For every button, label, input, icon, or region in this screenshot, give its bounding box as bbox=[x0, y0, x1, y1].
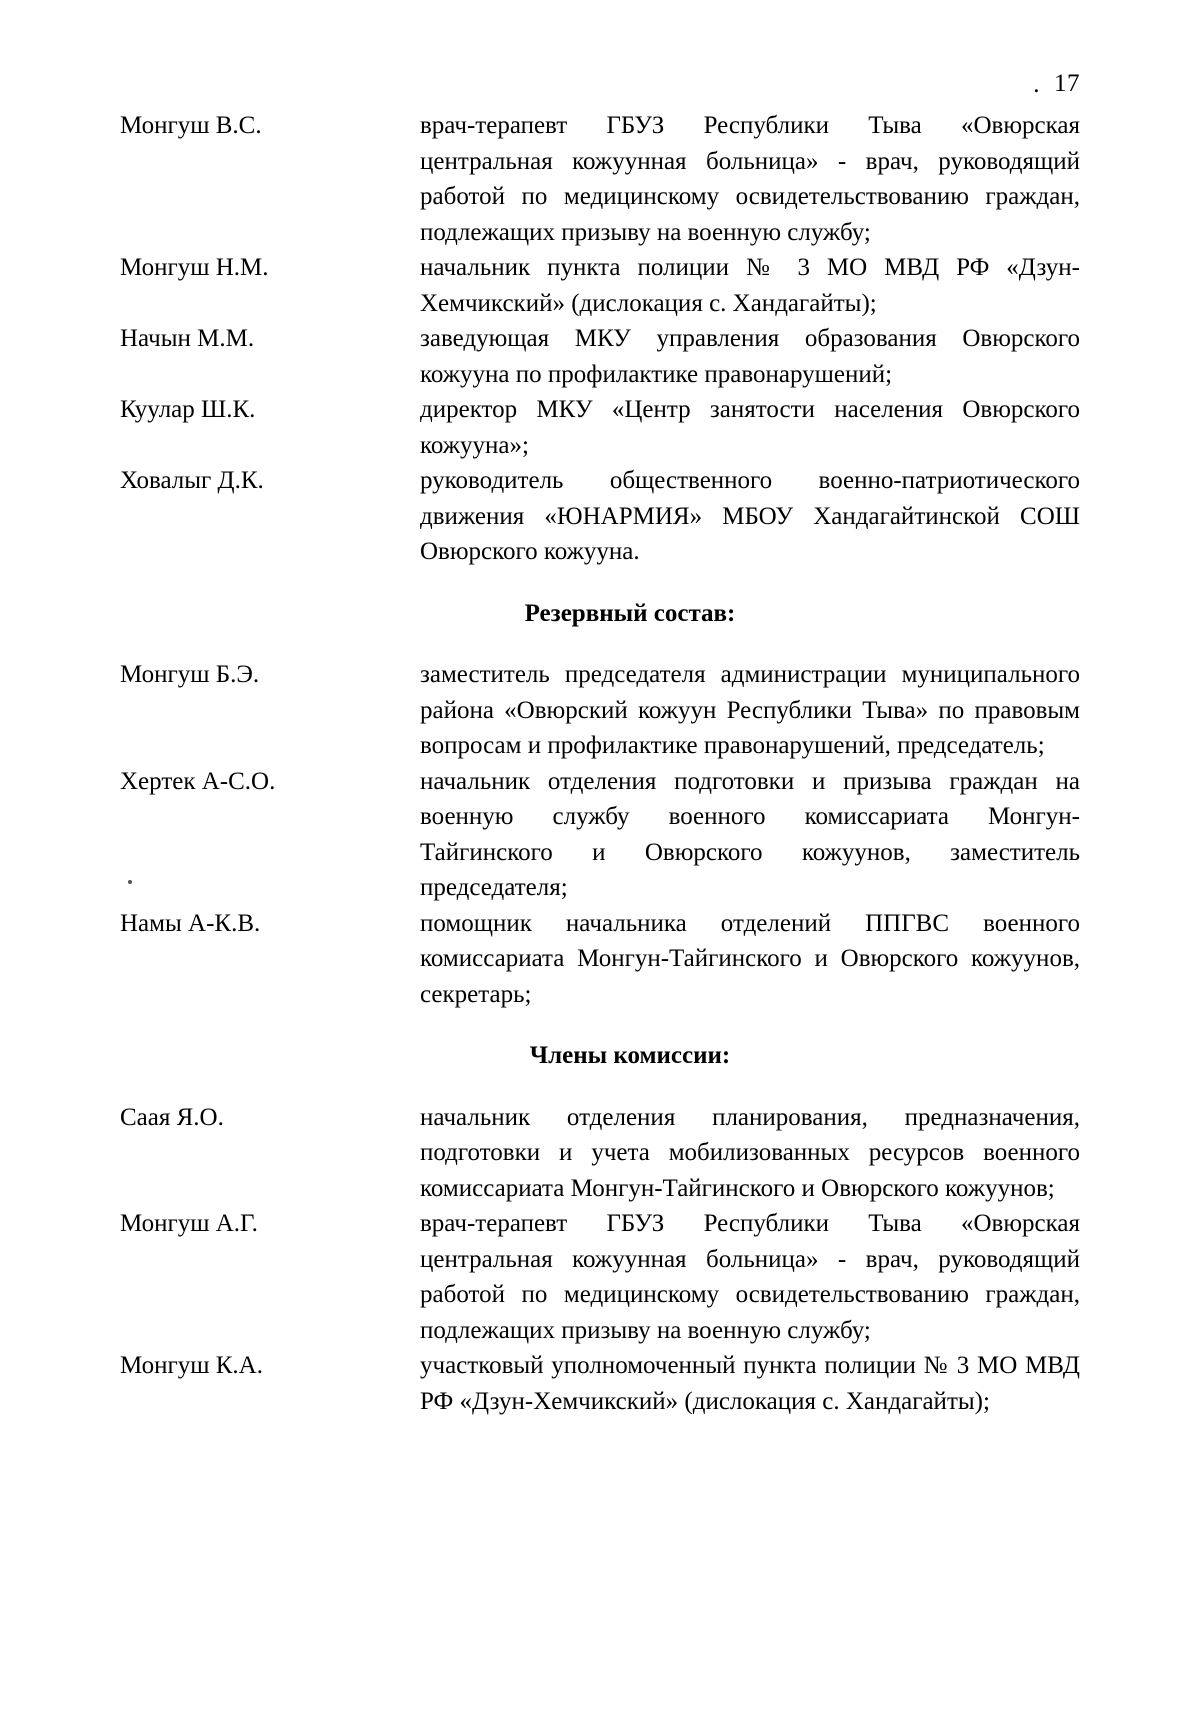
entry-name: Намы А-К.В. bbox=[120, 909, 261, 937]
page-number-mark: . bbox=[1033, 71, 1040, 99]
entry-name: Начын М.М. bbox=[120, 325, 255, 352]
section-heading-reserve: Резервный состав: bbox=[524, 599, 736, 627]
entry-description: начальник отделения подготовки и призыва граждан на военную службу военного комиссариата Монгун-Тайгинского и Овюрского кожуунов, заместитель председателя; bbox=[420, 767, 1080, 901]
entry-name: Монгуш В.С. bbox=[120, 112, 262, 139]
entry-name: Монгуш А.Г. bbox=[120, 1210, 258, 1237]
section-heading-members: Члены комиссии: bbox=[529, 1042, 731, 1069]
entry-name: Саая Я.О. bbox=[120, 1103, 224, 1131]
list-item bbox=[120, 764, 1080, 906]
entry-description: начальник отделения планирования, предназначения, подготовки и учета мобилизованных ресурсов военного комиссариата Монгун-Тайгинского и Овюрского кожуунов; bbox=[420, 1103, 1080, 1202]
page-number bbox=[1033, 70, 1080, 99]
list-item bbox=[120, 321, 1080, 392]
list-item bbox=[120, 250, 1080, 321]
entry-name: Ховалыг Д.К. bbox=[120, 467, 264, 494]
entry-description: директор МКУ «Центр занятости населения Овюрского кожууна»; bbox=[420, 396, 1080, 459]
entry-name: Хертек А-С.О. bbox=[120, 767, 276, 795]
entry-description: помощник начальника отделений ППГВС военного комиссариата Монгун-Тайгинского и Овюрского кожуунов, секретарь; bbox=[420, 909, 1080, 1008]
list-item bbox=[120, 906, 1080, 1013]
list-item bbox=[120, 108, 1080, 250]
entry-description: начальник пункта полиции № 3 МО МВД РФ «Дзун-Хемчикский» (дислокация с. Хандагайты); bbox=[420, 254, 1080, 317]
entry-description: врач-терапевт ГБУЗ Республики Тыва «Овюрская центральная кожуунная больница» - врач, руководящий работой по медицинскому освидетельствованию граждан, подлежащих призыву на военную службу; bbox=[420, 1210, 1080, 1344]
list-item bbox=[120, 392, 1080, 463]
entry-name: Куулар Ш.К. bbox=[120, 396, 256, 423]
list-item bbox=[120, 463, 1080, 570]
list-item bbox=[120, 1100, 1080, 1207]
entry-name: Монгуш К.А. bbox=[120, 1352, 263, 1379]
entry-description: врач-терапевт ГБУЗ Республики Тыва «Овюрская центральная кожуунная больница» - врач, руководящий работой по медицинскому освидетельствованию граждан, подлежащих призыву на военную службу; bbox=[420, 112, 1080, 246]
entry-name: Монгуш Н.М. bbox=[120, 254, 269, 281]
entry-description: участковый уполномоченный пункта полиции № 3 МО МВД РФ «Дзун-Хемчикский» (дислокация с. Хандагайты); bbox=[420, 1352, 1080, 1415]
page-number-value: 17 bbox=[1054, 70, 1080, 97]
list-item bbox=[120, 657, 1080, 764]
entry-name: Монгуш Б.Э. bbox=[120, 661, 260, 688]
entry-description: заведующая МКУ управления образования Овюрского кожууна по профилактике правонарушений; bbox=[420, 325, 1080, 388]
entry-description: заместитель председателя администрации муниципального района «Овюрский кожуун Республики Тыва» по правовым вопросам и профилактике правонарушений, председатель; bbox=[420, 661, 1080, 759]
list-item bbox=[120, 1206, 1080, 1348]
entry-description: руководитель общественного военно-патриотического движения «ЮНАРМИЯ» МБОУ Хандагайтинской СОШ Овюрского кожууна. bbox=[420, 467, 1080, 565]
page-content bbox=[120, 108, 1080, 1419]
scan-artifact-mark bbox=[128, 880, 132, 884]
list-item bbox=[120, 1348, 1080, 1419]
